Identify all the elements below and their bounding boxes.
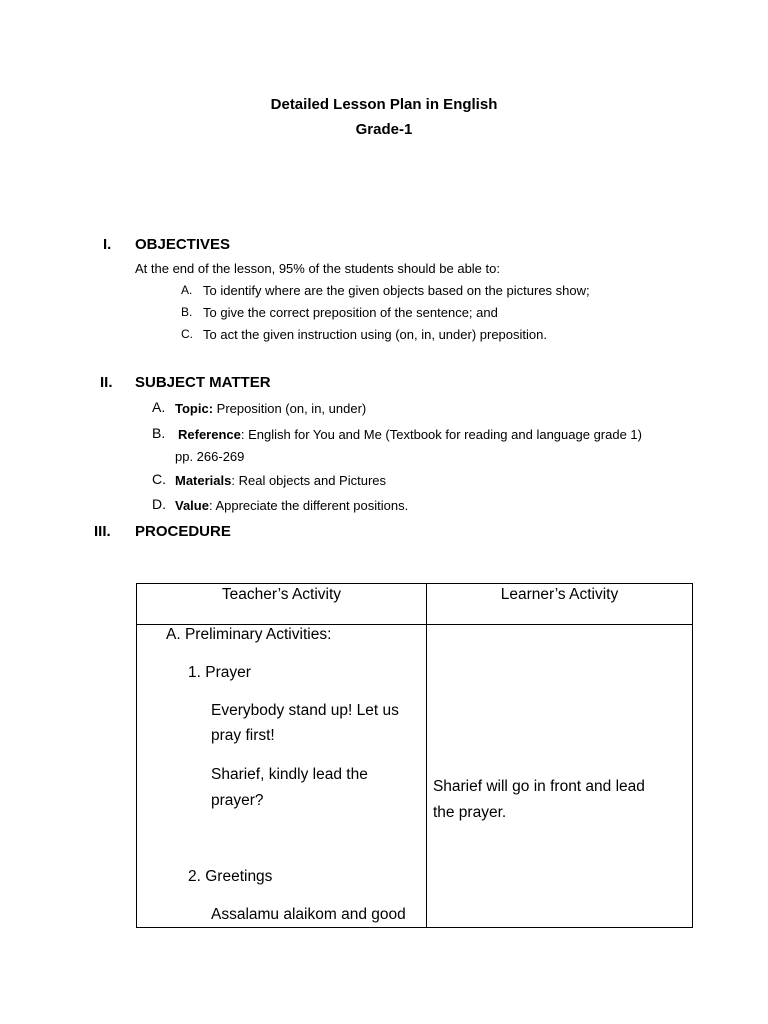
document-grade: Grade-1	[355, 121, 413, 138]
subject-letter-a: A.	[152, 399, 166, 415]
learner-line: the prayer.	[432, 804, 507, 821]
objective-text-c: To act the given instruction using (on, in, under) preposition.	[203, 327, 547, 342]
subject-value-text: : Appreciate the different positions.	[208, 498, 409, 513]
subject-materials-text: : Real objects and Pictures	[231, 473, 387, 488]
preliminary-activities-heading: A. Preliminary Activities:	[166, 626, 332, 643]
subject-materials-label: Materials	[175, 473, 232, 488]
objectives-numeral: I.	[103, 236, 112, 253]
subject-topic-text: Preposition (on, in, under)	[213, 401, 367, 416]
subject-letter-b: B.	[152, 425, 166, 441]
subject-topic-line	[175, 401, 366, 416]
objective-text-b: To give the correct preposition of the sentence; and	[203, 305, 498, 320]
objective-letter-c: C.	[181, 327, 193, 341]
subject-letter-d: D.	[152, 496, 166, 512]
subject-matter-numeral: II.	[100, 374, 113, 391]
teacher-line: Everybody stand up! Let us	[211, 702, 399, 719]
table-header-row	[137, 584, 693, 625]
teacher-activity-cell	[137, 625, 427, 928]
procedure-numeral: III.	[94, 523, 111, 540]
learner-activity-cell	[426, 625, 692, 928]
subject-reference-line	[178, 427, 642, 442]
subject-materials-line	[175, 473, 386, 488]
subject-letter-c: C.	[152, 471, 166, 487]
subject-value-label: Value	[175, 498, 209, 513]
objective-letter-b: B.	[181, 305, 193, 319]
teacher-line: pray first!	[211, 727, 275, 744]
objectives-intro: At the end of the lesson, 95% of the students should be able to:	[135, 261, 500, 276]
objectives-heading: OBJECTIVES	[135, 236, 231, 253]
subject-matter-heading: SUBJECT MATTER	[135, 374, 271, 391]
procedure-table	[136, 583, 693, 928]
teacher-line: prayer?	[211, 792, 264, 809]
step-prayer: 1. Prayer	[188, 664, 251, 681]
subject-value-line	[175, 498, 408, 513]
step-greetings: 2. Greetings	[188, 868, 273, 885]
teacher-activity-header: Teacher’s Activity	[137, 584, 427, 625]
objective-text-a: To identify where are the given objects based on the pictures show;	[203, 283, 590, 298]
objective-letter-a: A.	[181, 283, 193, 297]
table-row	[137, 625, 693, 928]
subject-topic-label: Topic:	[175, 401, 214, 416]
document-title: Detailed Lesson Plan in English	[270, 96, 498, 113]
learner-activity-header: Learner’s Activity	[426, 584, 692, 625]
subject-reference-label: Reference	[178, 427, 241, 442]
teacher-line: Assalamu alaikom and good	[211, 906, 406, 923]
teacher-line: Sharief, kindly lead the	[211, 766, 368, 783]
subject-reference-text: : English for You and Me (Textbook for reading and language grade 1)	[240, 427, 642, 442]
subject-reference-pages: pp. 266-269	[175, 449, 245, 464]
procedure-heading: PROCEDURE	[135, 523, 231, 540]
learner-line: Sharief will go in front and lead	[432, 778, 645, 795]
